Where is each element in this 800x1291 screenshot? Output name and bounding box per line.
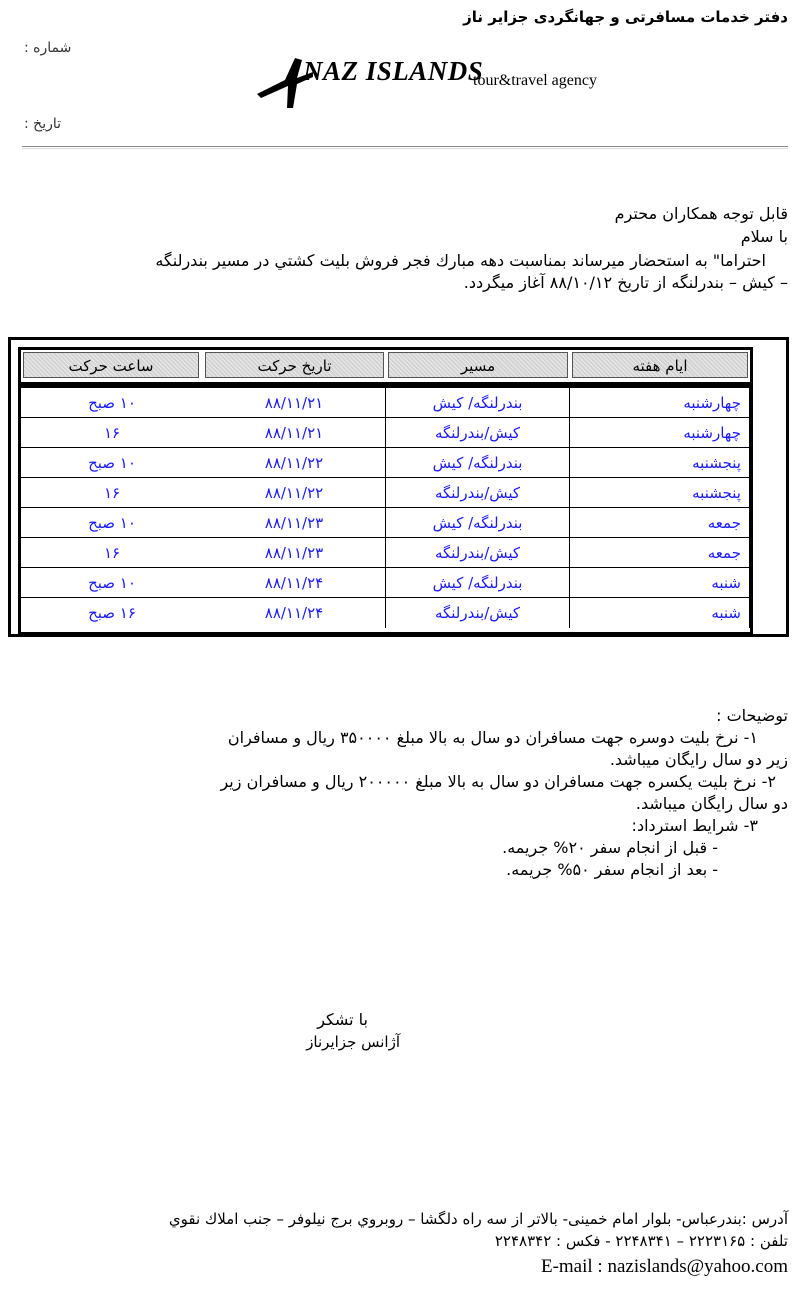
table-row: [21, 508, 750, 538]
note-3-item-b: - بعد از انجام سفر ۵۰% جریمه.: [506, 860, 718, 879]
office-name: دفتر خدمات مسافرتی و جهانگردی جزایر ناز: [463, 8, 788, 26]
cell-weekday: پنجشنبه: [570, 448, 750, 478]
footer-address: آدرس :بندرعباس- بلوار امام خمینی- بالاتر از سه راه دلگشا – روبروي برج نيلوفر – جنب املاك نقوي: [168, 1210, 788, 1228]
cell-route: کیش/بندرلنگه: [386, 598, 570, 628]
closing-block: [260, 1010, 400, 1051]
cell-time: ۱۰ صبح: [21, 508, 203, 538]
table-body: [18, 385, 753, 635]
cell-date: ۸۸/۱۱/۲۲: [203, 478, 386, 508]
cell-time: ۱۰ صبح: [21, 448, 203, 478]
thanks-text: با تشکر: [317, 1010, 368, 1029]
footer-email: E-mail : nazislands@yahoo.com: [540, 1256, 788, 1277]
cell-date: ۸۸/۱۱/۲۳: [203, 538, 386, 568]
date-label: تاریخ :: [24, 116, 62, 132]
cell-time: ۱۰ صبح: [21, 568, 203, 598]
header-date: تاریخ حرکت: [205, 352, 384, 378]
salutation: قابل توجه همکاران محترم: [614, 204, 788, 223]
agency-signature: آژانس جزایرناز: [306, 1033, 400, 1051]
cell-weekday: جمعه: [570, 508, 750, 538]
logo-brand-text: NAZ ISLANDS: [303, 56, 484, 86]
cell-route: بندرلنگه/ کیش: [386, 508, 570, 538]
cell-weekday: چهارشنبه: [570, 388, 750, 418]
table-row: [21, 448, 750, 478]
cell-weekday: پنجشنبه: [570, 478, 750, 508]
note-3-item-a: - قبل از انجام سفر ۲۰% جریمه.: [502, 838, 718, 857]
cell-route: کیش/بندرلنگه: [386, 418, 570, 448]
cell-time: ۱۶ صبح: [88, 604, 136, 622]
table-row: [21, 478, 750, 508]
cell-weekday: شنبه: [570, 598, 750, 628]
intro-line-2: – كيش – بندرلنگه از تاریخ ۸۸/۱۰/۱۲ آغاز میگردد.: [463, 273, 788, 292]
footer-contact: [8, 1208, 788, 1252]
cell-route: کیش/بندرلنگه: [386, 538, 570, 568]
note-3: ۳- شرایط استرداد:: [631, 816, 758, 835]
note-2-line-2: دو سال رایگان میباشد.: [635, 794, 788, 813]
schedule-table: [8, 337, 789, 637]
table-row: [21, 568, 750, 598]
footer-phone: تلفن : ۲۲۲۳۱۶۵ – ۲۲۴۸۳۴۱ - فکس : ۲۲۴۸۳۴۲: [494, 1232, 788, 1250]
cell-date: ۸۸/۱۱/۲۱: [203, 418, 386, 448]
note-2-line-1: ۲- نرخ بلیت یکسره جهت مسافران دو سال به بالا مبلغ ۲۰۰۰۰۰ ریال و مسافران زیر: [220, 772, 776, 791]
table-row: [21, 598, 750, 628]
intro-paragraph: [23, 250, 788, 294]
cell-weekday: چهارشنبه: [570, 418, 750, 448]
number-label: شماره :: [24, 40, 72, 56]
cell-time: ۱۰ صبح: [21, 388, 203, 418]
cell-time: ۱۶: [21, 538, 203, 568]
header-weekday: ایام هفته: [572, 352, 748, 378]
cell-route: بندرلنگه/ کیش: [386, 388, 570, 418]
cell-date: ۸۸/۱۱/۲۲: [203, 448, 386, 478]
logo-tagline: tour&travel agency: [473, 72, 597, 89]
table-row: [21, 538, 750, 568]
cell-date: ۸۸/۱۱/۲۴: [203, 568, 386, 598]
cell-route: کیش/بندرلنگه: [386, 478, 570, 508]
note-1-line-1: ۱- نرخ بلیت دوسره جهت مسافران دو سال به بالا مبلغ ۳۵۰۰۰۰ ریال و مسافران: [227, 728, 758, 747]
header-time: ساعت حرکت: [23, 352, 199, 378]
header-route: مسیر: [388, 352, 568, 378]
greeting: با سلام: [740, 227, 788, 246]
cell-route: بندرلنگه/ کیش: [386, 448, 570, 478]
cell-weekday: شنبه: [570, 568, 750, 598]
cell-weekday: جمعه: [570, 538, 750, 568]
table-header-row: [18, 347, 753, 385]
intro-line-1: احتراما" به استحضار میرساند بمناسبت دهه مبارك فجر فروش بليت كشتي در مسير بندرلنگه: [155, 251, 766, 270]
cell-time: ۱۶: [21, 478, 203, 508]
agency-logo: [255, 50, 615, 116]
notes-section: [13, 705, 788, 881]
table-row: [21, 418, 750, 448]
note-1-line-2: زیر دو سال رایگان میباشد.: [609, 750, 788, 769]
cell-date: ۸۸/۱۱/۲۳: [203, 508, 386, 538]
notes-title: توضیحات :: [716, 706, 788, 725]
cell-date: ۸۸/۱۱/۲۴: [203, 598, 386, 628]
cell-route: بندرلنگه/ کیش: [386, 568, 570, 598]
header-divider: [22, 146, 788, 149]
cell-time: ۱۶: [21, 418, 203, 448]
table-row: [21, 388, 750, 418]
cell-date: ۸۸/۱۱/۲۱: [203, 388, 386, 418]
